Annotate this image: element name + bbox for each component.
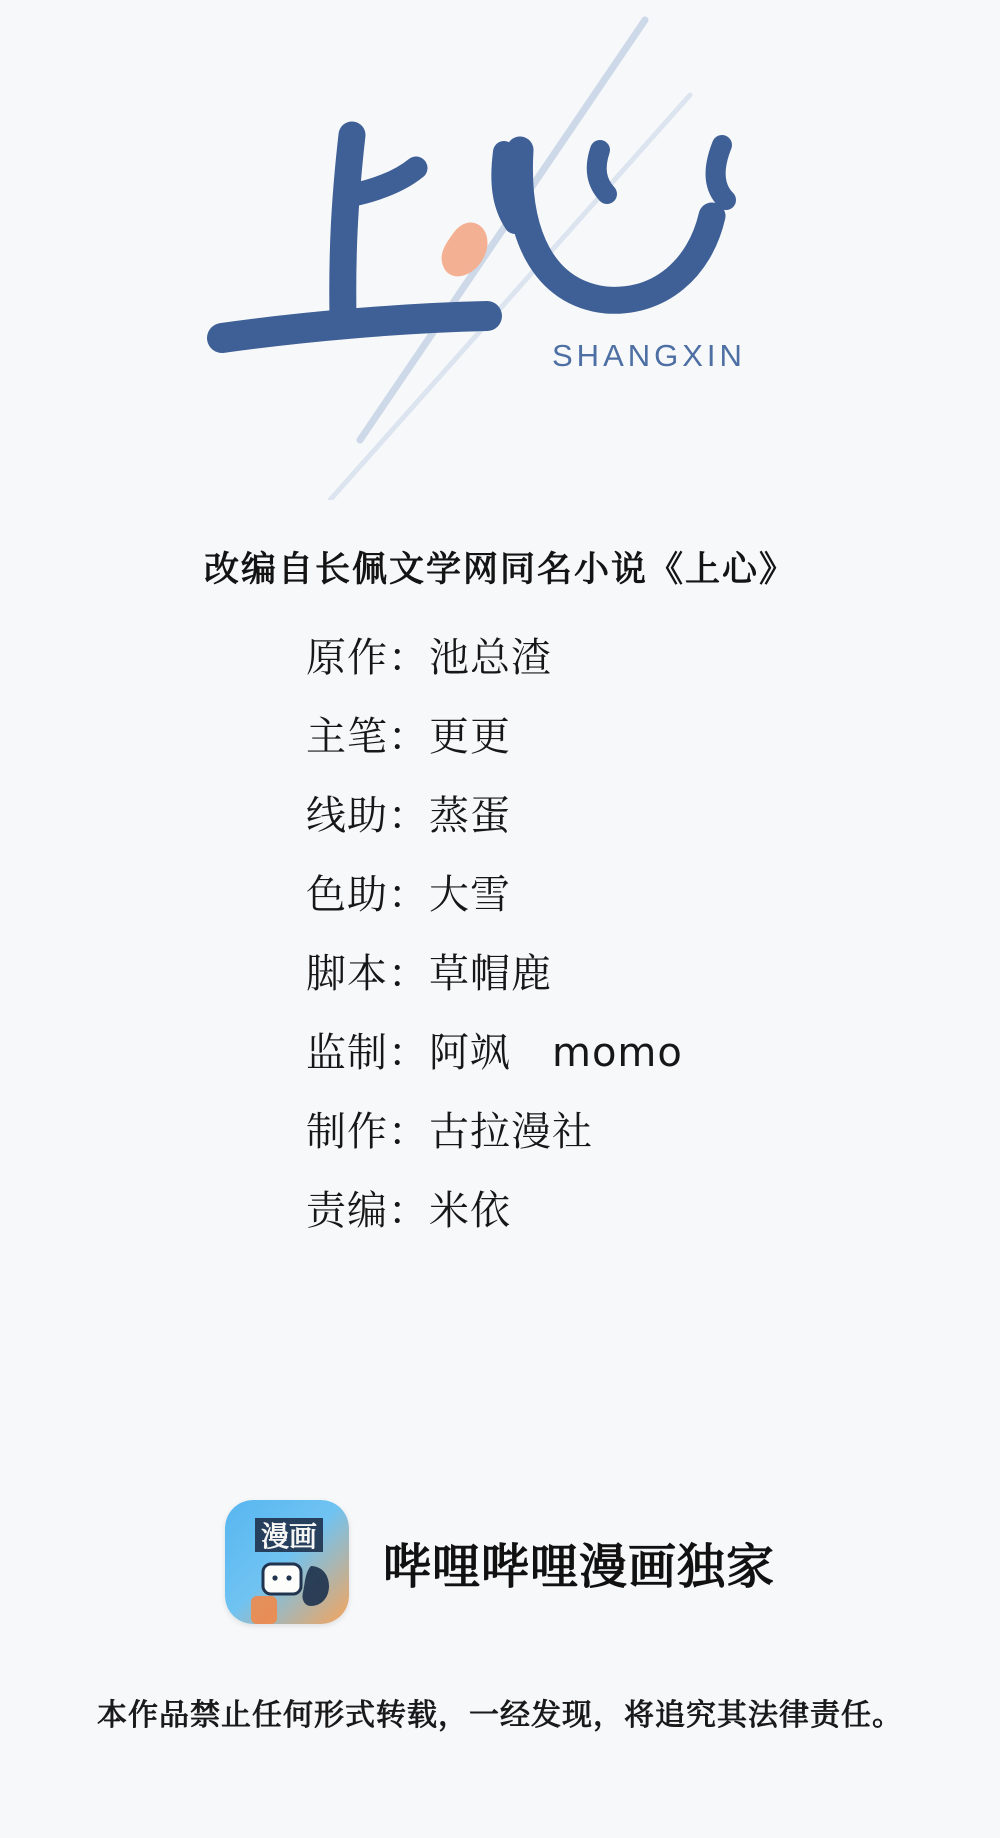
credit-row <box>0 1179 1000 1258</box>
adaptation-note: 改编自长佩文学网同名小说《上心》 <box>203 550 796 590</box>
platform-name: 哔哩哔哩漫画独家 <box>382 1538 775 1595</box>
credit-role: 线助 <box>306 793 388 839</box>
credit-role: 主笔 <box>306 714 388 760</box>
credit-role: 脚本 <box>306 951 388 997</box>
credit-row <box>0 1021 1000 1100</box>
credit-row <box>0 784 1000 863</box>
credit-name: 更更 <box>429 714 511 760</box>
credits-list <box>0 626 1000 1258</box>
credit-row <box>0 863 1000 942</box>
logo-romanization: SHANGXIN <box>552 338 746 373</box>
credit-separator: ： <box>388 1109 429 1155</box>
credit-row <box>0 626 1000 705</box>
credit-row <box>0 1100 1000 1179</box>
logo-area <box>0 0 1000 500</box>
copyright-disclaimer: 本作品禁止任何形式转载，一经发现，将追究其法律责任。 <box>97 1698 903 1733</box>
svg-text:漫画: 漫画 <box>260 1520 317 1553</box>
app-icon-artwork <box>225 1500 349 1624</box>
credit-name: 池总渣 <box>429 635 552 681</box>
shangxin-logo-artwork <box>0 0 1000 500</box>
credit-separator: ： <box>388 872 429 918</box>
credit-role: 制作 <box>306 1109 388 1155</box>
bilibili-manga-app-icon <box>225 1500 349 1624</box>
credit-row <box>0 942 1000 1021</box>
credit-separator: ： <box>388 1188 429 1234</box>
credit-role: 色助 <box>306 872 388 918</box>
credit-name: 阿飒 momo <box>429 1030 683 1076</box>
credit-name: 米依 <box>429 1188 511 1234</box>
credit-separator: ： <box>388 1030 429 1076</box>
credit-name: 草帽鹿 <box>429 951 552 997</box>
credit-row <box>0 705 1000 784</box>
credit-role: 原作 <box>306 635 388 681</box>
credit-separator: ： <box>388 951 429 997</box>
credit-role: 监制 <box>306 1030 388 1076</box>
credit-separator: ： <box>388 635 429 681</box>
credit-name: 古拉漫社 <box>429 1109 593 1155</box>
credit-name: 大雪 <box>429 872 511 918</box>
credit-name: 蒸蛋 <box>429 793 511 839</box>
credit-separator: ： <box>388 714 429 760</box>
credit-role: 责编 <box>306 1188 388 1234</box>
credit-separator: ： <box>388 793 429 839</box>
platform-block <box>0 1500 1000 1624</box>
